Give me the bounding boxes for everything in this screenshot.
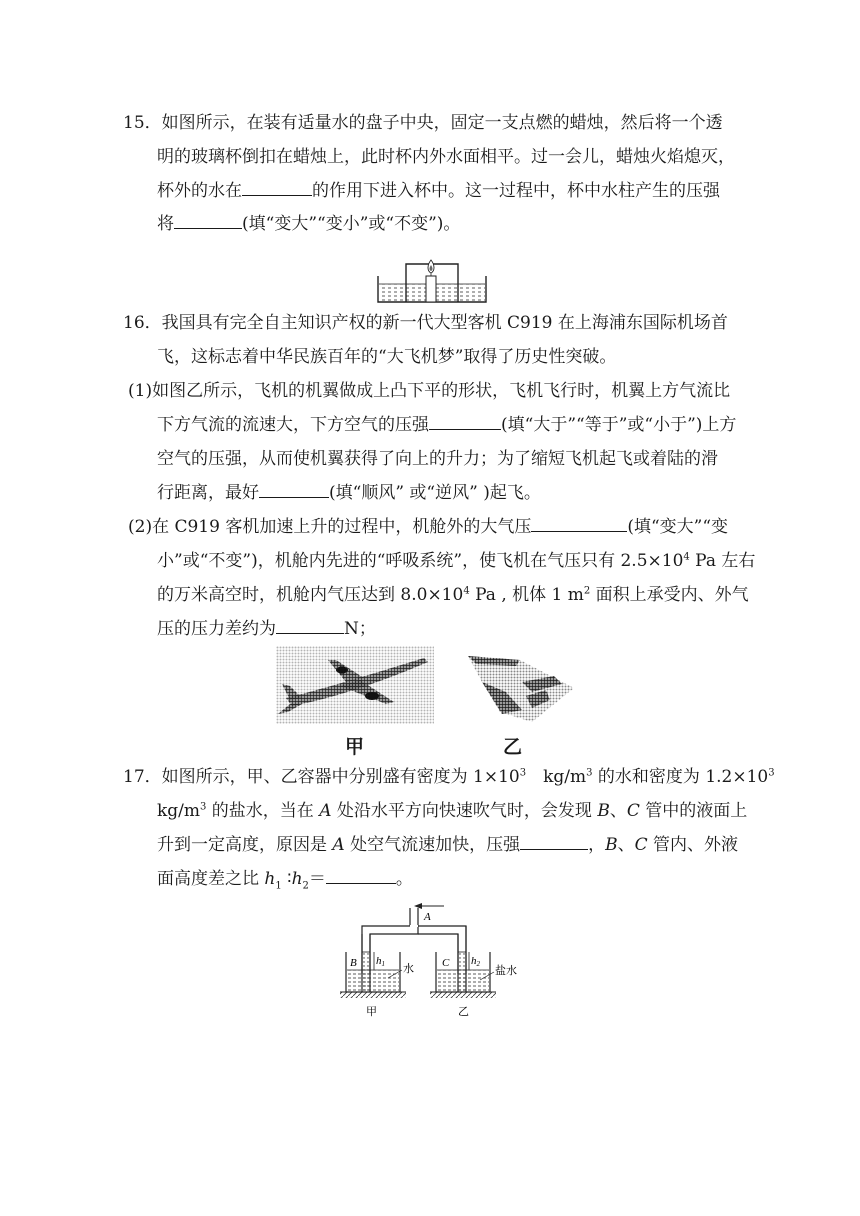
q17-line-2: $kg/m^3$ 的盐水，当在 A 处沿水平方向快速吹气时，会发现 B、C 管中的液面上 [157, 801, 748, 821]
q15-blank-1[interactable] [242, 181, 312, 196]
label-yi: 乙 [458, 1006, 469, 1018]
q16-part1-line-2: 下方气流的流速大，下方空气的压强 (填“大于”“等于”或“小于”)上方 [157, 415, 737, 435]
figure-caption-yi: 乙 [503, 736, 523, 758]
airplane-photo-jia [276, 646, 434, 724]
q16-part2-line-1: (2)在 C919 客机加速上升的过程中，机舱外的大气压 (填“变大”“变 [128, 517, 729, 537]
figure-caption-jia: 甲 [345, 736, 365, 758]
label-jia: 甲 [366, 1006, 377, 1018]
q15-line-3: 杯外的水在 的作用下进入杯中。这一过程中，杯中水柱产生的压强 [157, 181, 720, 201]
q16-part2-line-3: 的万米高空时，机舱内气压达到 $8.0\times 10^4$ Pa , 机体 1 $m^2$ 面积上承受内、外气 [157, 585, 749, 605]
q17-line-4: 面高度差之比 $h_1$ $∶h_2=$ 。 [157, 869, 413, 892]
q15-line-4: 将 (填“变大”“变小”或“不变”)。 [157, 214, 461, 234]
q16-blank-3[interactable] [531, 517, 627, 532]
q16-blank-1[interactable] [429, 415, 501, 430]
label-salt-water: 盐水 [495, 965, 517, 977]
airplane-wing-photo-yi [462, 652, 580, 726]
q16-line-1: 16．我国具有完全自主知识产权的新一代大型客机 C919 在上海浦东国际机场首 [123, 313, 728, 333]
label-water: 水 [403, 963, 414, 975]
q16-part2-line-4: 压的压力差约为 N； [157, 619, 376, 639]
q16-blank-2[interactable] [259, 483, 329, 498]
q16-part2-line-2: 小”或“不变”)，机舱内先进的“呼吸系统”，使飞机在气压只有 $2.5\times 10^4$ Pa 左右 [157, 551, 756, 571]
label-A: A [424, 911, 431, 923]
label-B: B [350, 957, 357, 969]
candle-cup-figure [376, 250, 488, 306]
q17-blank-1[interactable] [520, 835, 588, 850]
q16-part1-line-4: 行距离，最好 (填“顺风” 或“逆风” )起飞。 [157, 483, 541, 503]
q17-blank-2[interactable] [326, 869, 396, 884]
q15-blank-2[interactable] [174, 214, 242, 229]
q16-part1-line-3: 空气的压强，从而使机翼获得了向上的升力；为了缩短飞机起飞或着陆的滑 [157, 449, 718, 469]
label-h1: h1 [376, 955, 385, 968]
label-C: C [442, 957, 450, 969]
q15-line-2: 明的玻璃杯倒扣在蜡烛上，此时杯内外水面相平。过一会儿，蜡烛火焰熄灭， [157, 147, 735, 167]
q16-part1-line-1: (1)如图乙所示，飞机的机翼做成上凸下平的形状，飞机飞行时，机翼上方气流比 [128, 381, 731, 401]
q16-blank-4[interactable] [276, 619, 344, 634]
q17-line-1: 17．如图所示，甲、乙容器中分别盛有密度为 $1\times 10^3$ $kg/m^3$ 的水和密度为 $1.2\times 10^3$ [123, 767, 775, 787]
label-h2: h2 [471, 955, 480, 968]
tube-containers-figure [338, 896, 524, 1022]
q15-line-1: 15．如图所示，在装有适量水的盘子中央，固定一支点燃的蜡烛，然后将一个透 [123, 113, 723, 133]
q16-line-2: 飞，这标志着中华民族百年的“大飞机梦”取得了历史性突破。 [157, 347, 617, 367]
q17-line-3: 升到一定高度，原因是 A 处空气流速加快，压强 ，B、C 管内、外液 [157, 835, 739, 855]
